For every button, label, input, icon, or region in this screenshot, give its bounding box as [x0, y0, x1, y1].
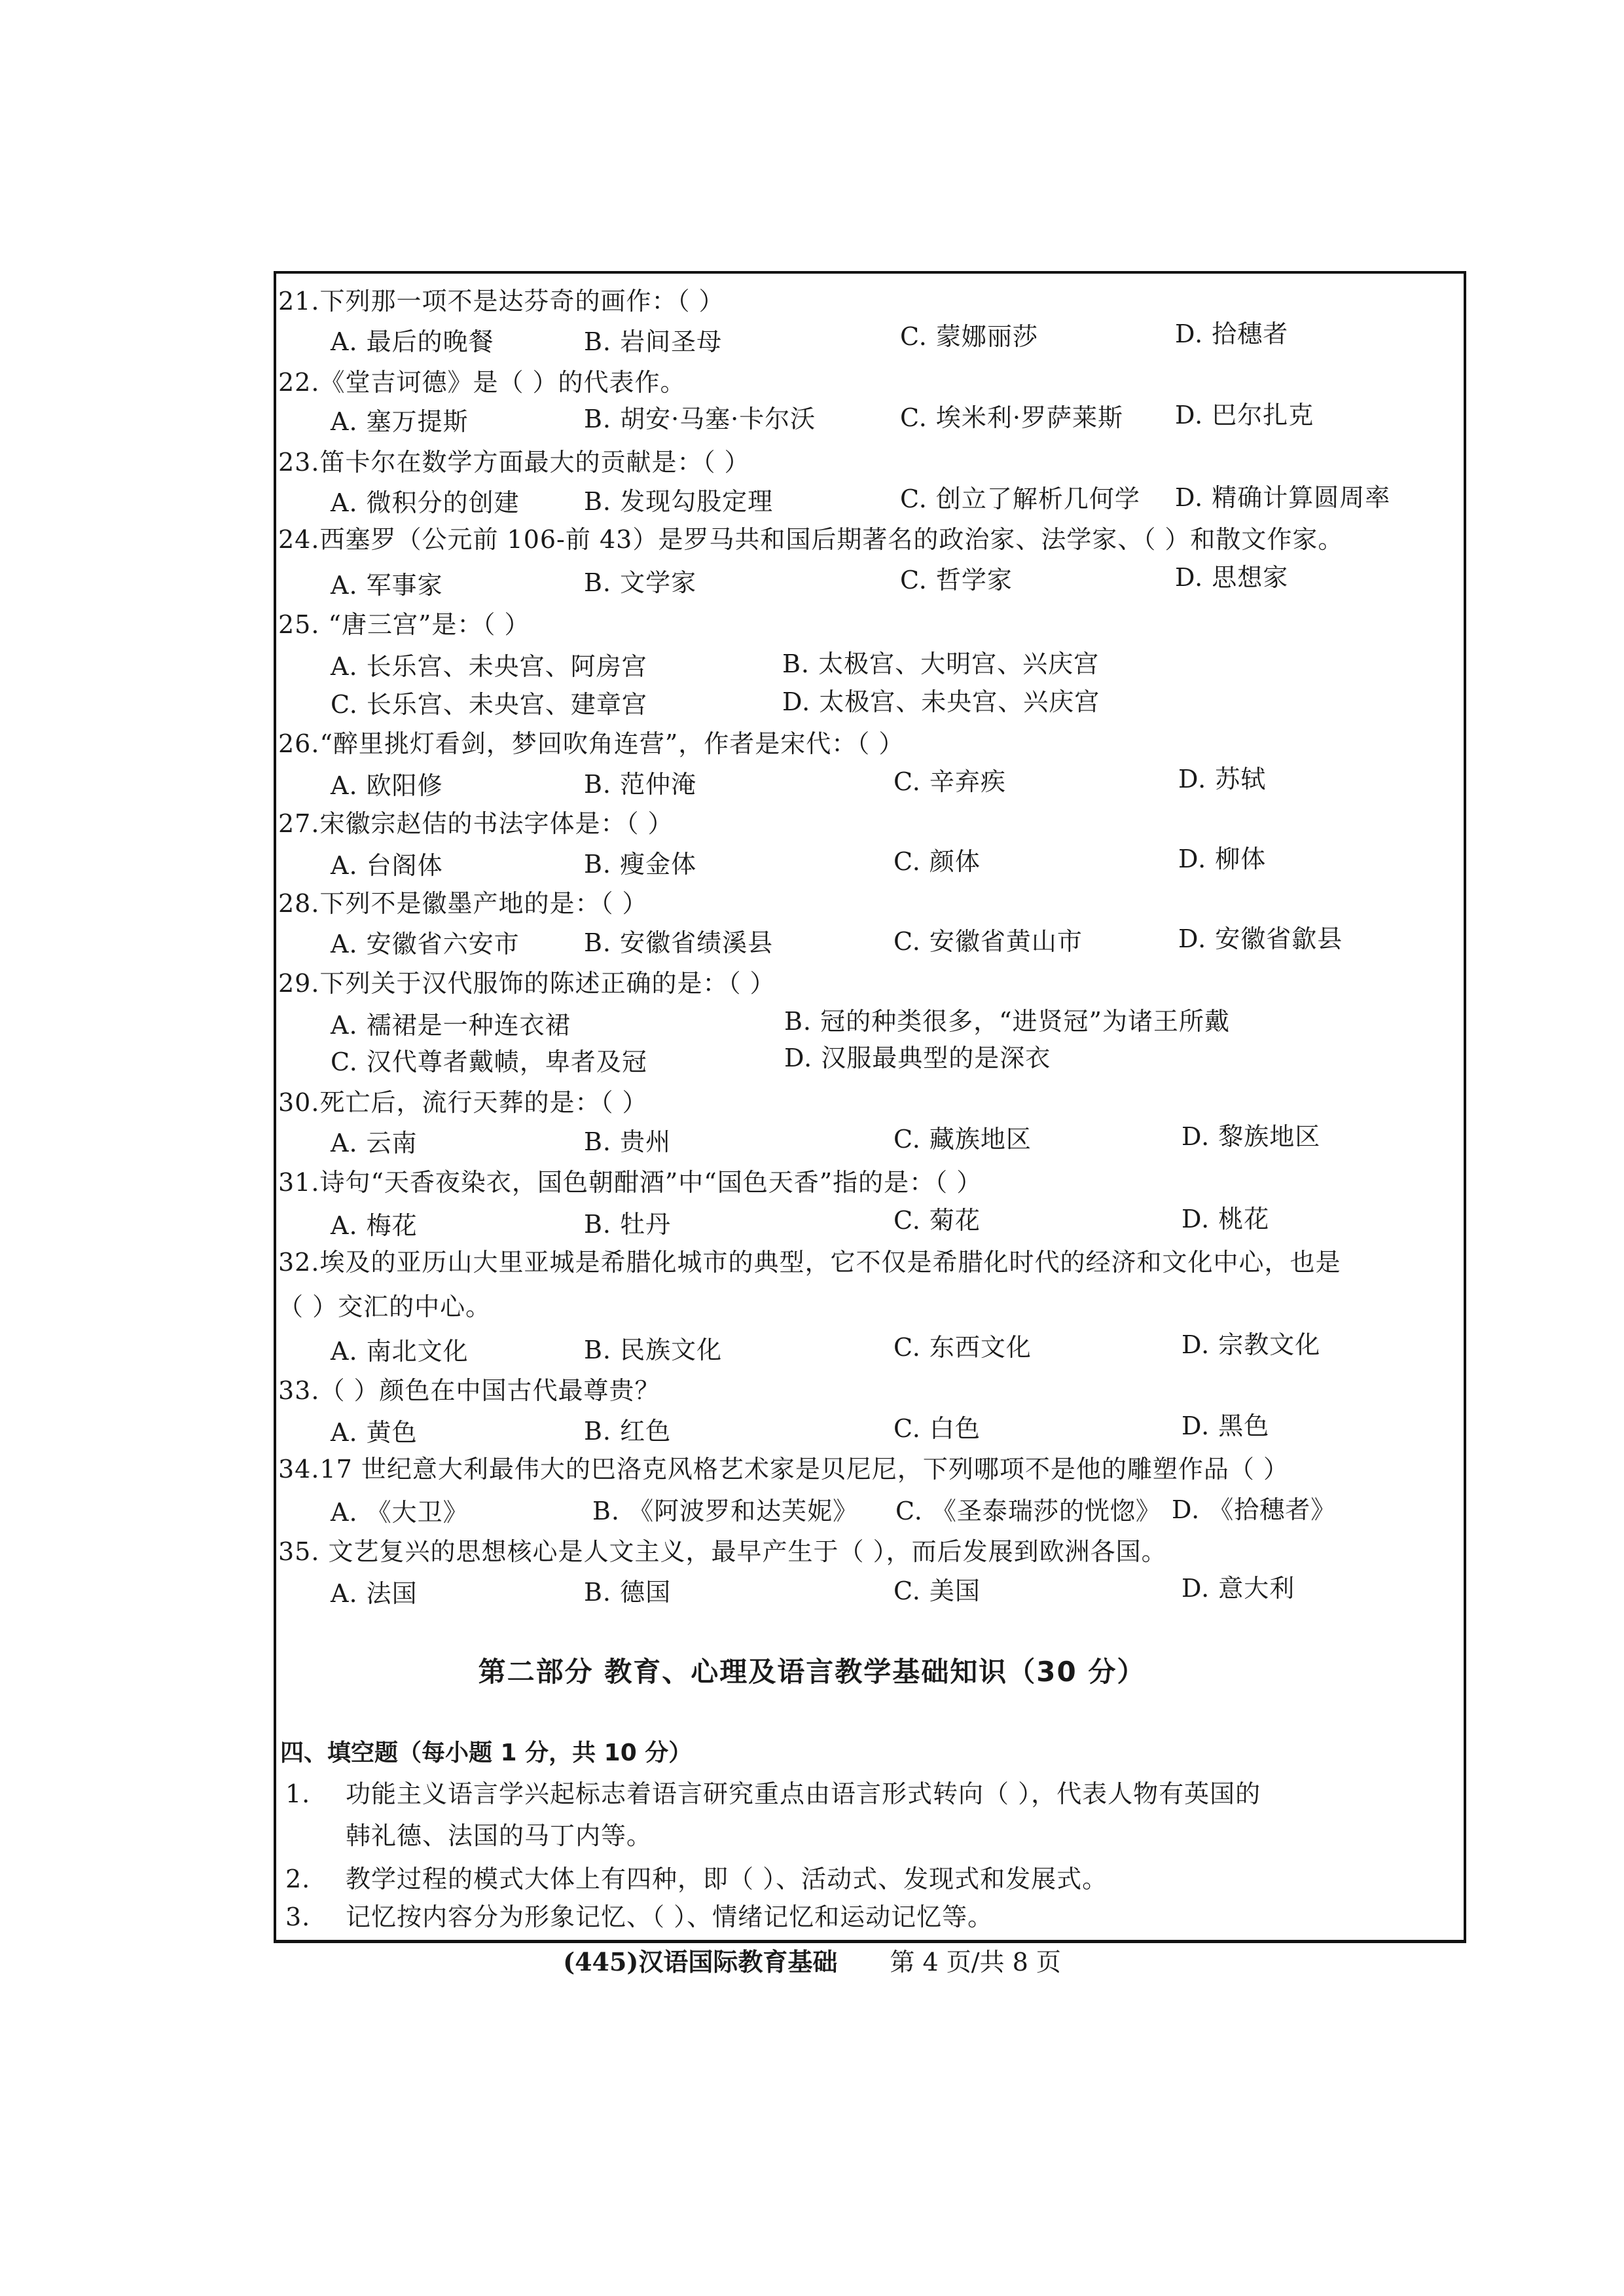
option-c: C. 埃米利·罗萨莱斯	[900, 403, 1123, 432]
question-26	[278, 728, 904, 759]
question-number: 35.	[278, 1537, 320, 1566]
fill-item-1-number: 1.	[285, 1779, 311, 1808]
option-d: D. 巴尔扎克	[1175, 401, 1314, 429]
question-stem: 文艺复兴的思想核心是人文主义，最早产生于（ ），而后发展到欧洲各国。	[319, 1537, 1167, 1566]
option-d: D. 太极宫、未央宫、兴庆宫	[782, 687, 1100, 716]
question-29	[278, 968, 776, 999]
question-35	[278, 1536, 1167, 1567]
option-c: C. 创立了解析几何学	[900, 484, 1140, 513]
option-d: D. 宗教文化	[1182, 1330, 1321, 1359]
option-c: C. 汉代尊者戴帻，卑者及冠	[331, 1048, 647, 1076]
option-d: D. 《拾穗者》	[1172, 1495, 1337, 1524]
question-stem: 笛卡尔在数学方面最大的贡献是：（ ）	[319, 448, 750, 477]
option-c: C. 白色	[893, 1414, 981, 1443]
option-c: C. 东西文化	[893, 1333, 1032, 1362]
question-22	[278, 367, 686, 398]
option-b: B. 牡丹	[584, 1210, 672, 1239]
option-b: B. 太极宫、大明宫、兴庆宫	[782, 649, 1100, 678]
option-a: A. 台阁体	[331, 851, 443, 880]
option-b: B. 发现勾股定理	[584, 487, 774, 516]
question-23	[278, 446, 750, 478]
course-code-title: (445)汉语国际教育基础	[563, 1947, 838, 1977]
option-a: A. 《大卫》	[331, 1498, 469, 1527]
option-b: B. 红色	[584, 1417, 672, 1446]
question-number: 28.	[278, 889, 320, 918]
fill-item-3-text: 记忆按内容分为形象记忆、（ ）、情绪记忆和运动记忆等。	[346, 1903, 994, 1931]
option-a: A. 南北文化	[331, 1337, 469, 1366]
fill-item-1-continuation: 韩礼德、法国的马丁内等。	[346, 1821, 653, 1850]
option-a: A. 长乐宫、未央宫、阿房宫	[331, 652, 647, 681]
question-number: 33.	[278, 1376, 320, 1405]
option-b: B. 德国	[584, 1578, 672, 1607]
option-c: C. 蒙娜丽莎	[900, 322, 1038, 351]
option-b: B. 胡安·马塞·卡尔沃	[584, 405, 816, 433]
question-stem: （ ）颜色在中国古代最尊贵？	[319, 1376, 660, 1405]
question-stem: “醉里挑灯看剑，梦回吹角连营”，作者是宋代：（ ）	[319, 729, 905, 758]
question-33	[278, 1375, 660, 1406]
fill-in-blank-heading: 四、填空题（每小题 1 分，共 10 分）	[280, 1740, 693, 1766]
option-b: B. 瘦金体	[584, 850, 697, 879]
option-c: C. 菊花	[893, 1206, 981, 1235]
question-stem: 死亡后，流行天葬的是：（ ）	[319, 1088, 648, 1117]
fill-item-2-number: 2.	[285, 1865, 311, 1893]
question-stem: 埃及的亚历山大里亚城是希腊化城市的典型，它不仅是希腊化时代的经济和文化中心，也是	[319, 1248, 1341, 1277]
option-b: B. 《阿波罗和达芙妮》	[592, 1497, 859, 1525]
question-34	[278, 1453, 1289, 1485]
fill-item-3-number: 3.	[285, 1903, 311, 1931]
option-d: D. 思想家	[1175, 563, 1289, 592]
question-stem: 《堂吉诃德》是（ ）的代表作。	[319, 368, 686, 397]
option-b: B. 贵州	[584, 1127, 672, 1156]
fill-item-1-text: 功能主义语言学兴起标志着语言研究重点由语言形式转向（ ），代表人物有英国的	[346, 1779, 1261, 1808]
option-d: D. 精确计算圆周率	[1175, 483, 1391, 512]
option-b: B. 文学家	[584, 568, 697, 597]
question-number: 29.	[278, 969, 320, 998]
question-32	[278, 1247, 1341, 1278]
question-number: 22.	[278, 368, 320, 397]
question-stem: “唐三宫”是：（ ）	[319, 610, 530, 639]
option-b: B. 范仲淹	[584, 770, 697, 799]
option-a: A. 襦裙是一种连衣裙	[331, 1011, 571, 1040]
option-d: D. 意大利	[1182, 1574, 1295, 1603]
question-stem: 下列不是徽墨产地的是：（ ）	[319, 889, 648, 918]
question-28	[278, 888, 648, 919]
option-d: D. 汉服最典型的是深衣	[784, 1044, 1051, 1072]
question-number: 26.	[278, 729, 320, 758]
question-stem: 17 世纪意大利最伟大的巴洛克风格艺术家是贝尼尼，下列哪项不是他的雕塑作品（ ）	[319, 1455, 1289, 1484]
question-stem: 下列关于汉代服饰的陈述正确的是：（ ）	[319, 969, 776, 998]
question-stem: 宋徽宗赵佶的书法字体是：（ ）	[319, 809, 674, 838]
option-d: D. 柳体	[1178, 845, 1267, 873]
question-31	[278, 1167, 982, 1198]
option-c: C. 《圣泰瑞莎的恍惚》	[895, 1497, 1161, 1525]
option-d: D. 桃花	[1182, 1205, 1270, 1233]
question-number: 30.	[278, 1088, 320, 1117]
option-a: A. 最后的晚餐	[331, 327, 494, 356]
option-b: B. 民族文化	[584, 1336, 723, 1364]
question-number: 34.	[278, 1455, 320, 1484]
page-footer	[0, 1946, 1624, 1978]
question-27	[278, 808, 674, 839]
page-number: 第 4 页/共 8 页	[890, 1948, 1061, 1977]
option-a: A. 塞万提斯	[331, 407, 469, 436]
option-a: A. 黄色	[331, 1418, 418, 1447]
question-number: 23.	[278, 448, 320, 477]
option-a: A. 欧阳修	[331, 771, 443, 800]
option-a: A. 微积分的创建	[331, 488, 520, 517]
option-c: C. 颜体	[893, 847, 981, 876]
option-a: A. 法国	[331, 1579, 418, 1608]
part-two-title: 第二部分 教育、心理及语言教学基础知识（30 分）	[478, 1656, 1146, 1688]
option-b: B. 岩间圣母	[584, 327, 723, 356]
option-c: C. 哲学家	[900, 566, 1013, 594]
option-d: D. 拾穗者	[1175, 319, 1289, 348]
option-a: A. 梅花	[331, 1211, 418, 1240]
option-c: C. 美国	[893, 1576, 981, 1605]
question-number: 24.	[278, 525, 320, 554]
option-a: A. 云南	[331, 1129, 418, 1157]
question-number: 31.	[278, 1168, 320, 1197]
question-32-continuation: （ ）交汇的中心。	[278, 1292, 492, 1321]
option-a: A. 安徽省六安市	[331, 930, 520, 958]
question-number: 25.	[278, 610, 320, 639]
question-24	[278, 524, 1343, 555]
option-d: D. 黎族地区	[1182, 1122, 1321, 1151]
question-number: 21.	[278, 287, 320, 316]
option-c: C. 藏族地区	[893, 1125, 1032, 1154]
option-c: C. 安徽省黄山市	[893, 927, 1083, 956]
option-d: D. 黑色	[1182, 1412, 1270, 1440]
option-d: D. 苏轼	[1178, 765, 1267, 793]
question-21	[278, 285, 725, 317]
question-stem: 下列那一项不是达芬奇的画作：（ ）	[319, 287, 725, 316]
fill-item-2-text: 教学过程的模式大体上有四种，即（ ）、活动式、发现式和发展式。	[346, 1865, 1108, 1893]
question-stem: 西塞罗（公元前 106-前 43）是罗马共和国后期著名的政治家、法学家、（ ）和散文作家。	[319, 525, 1344, 554]
question-30	[278, 1087, 648, 1118]
option-d: D. 安徽省歙县	[1178, 924, 1343, 953]
question-stem: 诗句“天香夜染衣，国色朝酣酒”中“国色天香”指的是：（ ）	[319, 1168, 983, 1197]
question-25	[278, 609, 530, 640]
option-c: C. 长乐宫、未央宫、建章宫	[331, 690, 647, 719]
question-number: 27.	[278, 809, 320, 838]
option-b: B. 安徽省绩溪县	[584, 928, 774, 957]
option-b: B. 冠的种类很多，“进贤冠”为诸王所戴	[784, 1007, 1230, 1036]
option-c: C. 辛弃疾	[893, 767, 1006, 796]
option-a: A. 军事家	[331, 571, 443, 600]
question-number: 32.	[278, 1248, 320, 1277]
